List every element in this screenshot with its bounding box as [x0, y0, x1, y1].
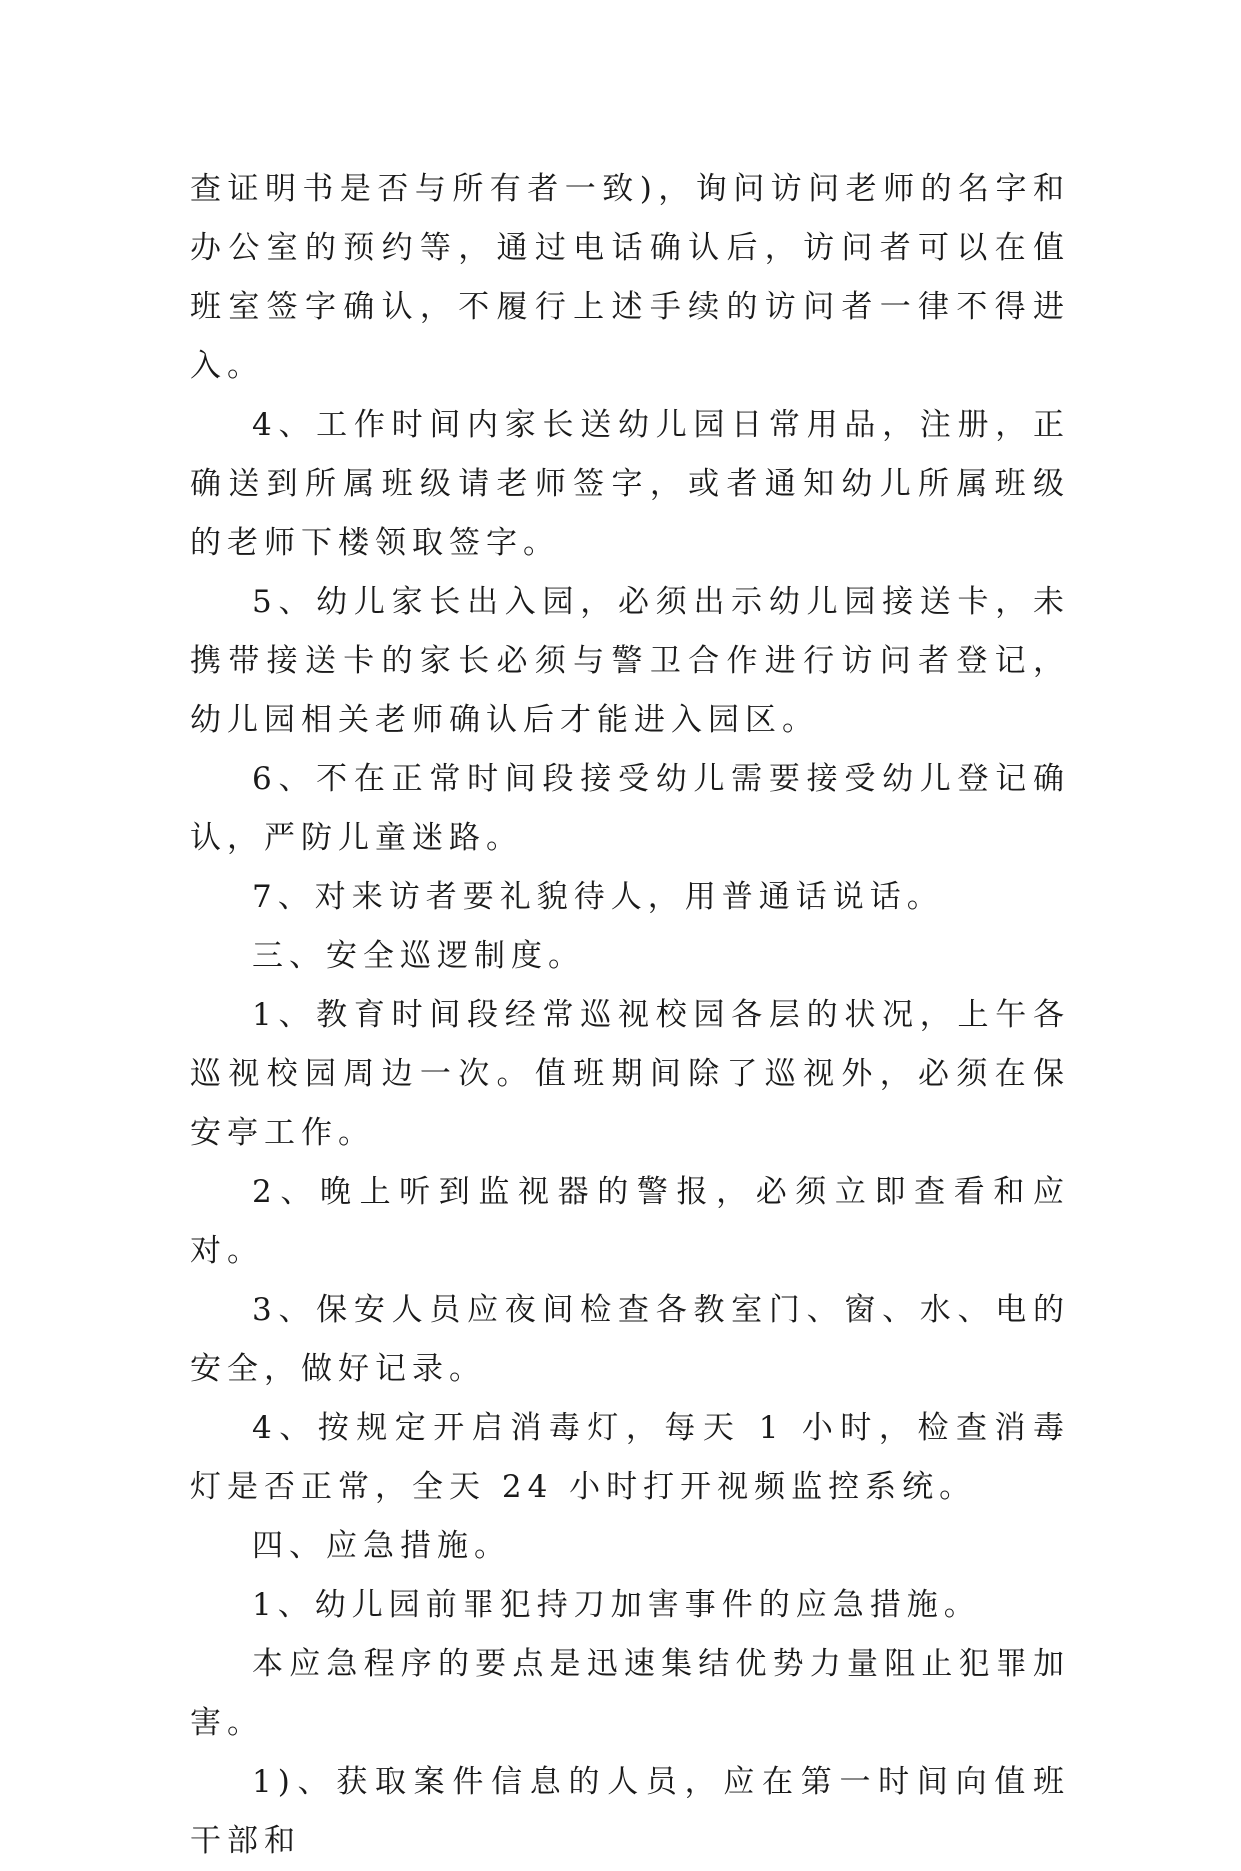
paragraph-rule-5-pickup-card: 5、幼儿家长出入园，必须出示幼儿园接送卡，未携带接送卡的家长必须与警卫合作进行访问者登记，幼儿园相关老师确认后才能进入园区。: [190, 584, 1070, 738]
paragraph-rule-4-daily-supplies: 4、工作时间内家长送幼儿园日常用品，注册，正确送到所属班级请老师签字，或者通知幼儿所属班级的老师下楼领取签字。: [190, 407, 1070, 561]
section-heading-emergency: 四、应急措施。: [252, 1528, 511, 1564]
document-body: [190, 160, 1070, 1871]
paragraph-rule-7-courtesy: 7、对来访者要礼貌待人，用普通话说话。: [252, 879, 944, 915]
paragraph-patrol-2: 2、晚上听到监视器的警报，必须立即查看和应对。: [190, 1174, 1070, 1269]
paragraph-patrol-3: 3、保安人员应夜间检查各教室门、窗、水、电的安全，做好记录。: [190, 1292, 1070, 1387]
paragraph-emergency-step-1: 1)、获取案件信息的人员，应在第一时间向值班干部和: [190, 1764, 1070, 1859]
paragraph-visitor-verification: 查证明书是否与所有者一致)，询问访问老师的名字和办公室的预约等，通过电话确认后，访问者可以在值班室签字确认，不履行上述手续的访问者一律不得进入。: [190, 171, 1070, 384]
paragraph-patrol-4: 4、按规定开启消毒灯，每天 1 小时，检查消毒灯是否正常，全天 24 小时打开视频监控系统。: [190, 1410, 1070, 1505]
paragraph-patrol-1: 1、教育时间段经常巡视校园各层的状况，上午各巡视校园周边一次。值班期间除了巡视外，必须在保安亭工作。: [190, 997, 1070, 1151]
paragraph-rule-6-off-hours: 6、不在正常时间段接受幼儿需要接受幼儿登记确认，严防儿童迷路。: [190, 761, 1070, 856]
paragraph-emergency-1: 1、幼儿园前罪犯持刀加害事件的应急措施。: [252, 1587, 981, 1623]
paragraph-emergency-summary: 本应急程序的要点是迅速集结优势力量阻止犯罪加害。: [190, 1646, 1070, 1741]
section-heading-patrol: 三、安全巡逻制度。: [252, 938, 585, 974]
